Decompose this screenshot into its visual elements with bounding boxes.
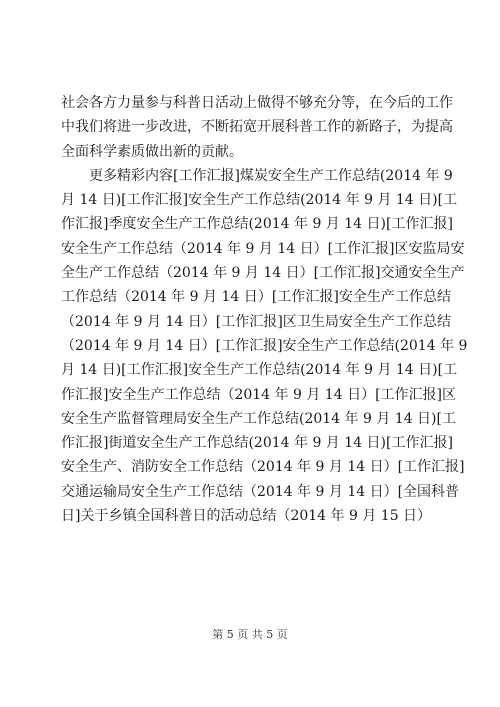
text-line: 安全生产工作总结（2014 年 9 月 14 日）[工作汇报]区安监局安 <box>61 240 465 257</box>
text-line: 工作总结（2014 年 9 月 14 日）[工作汇报]安全生产工作总结 <box>61 289 451 306</box>
text-line: 作汇报]季度安全生产工作总结(2014 年 9 月 14 日)[工作汇报] <box>61 216 453 233</box>
text-line: 全生产工作总结（2014 年 9 月 14 日）[工作汇报]交通安全生产 <box>61 265 465 282</box>
text-line: 中我们将进一步改进，不断拓宽开展科普工作的新路子，为提高 <box>61 119 453 136</box>
text-line: 安全生产、消防安全工作总结（2014 年 9 月 14 日）[工作汇报] <box>61 459 465 476</box>
text-line: 月 14 日)[工作汇报]安全生产工作总结(2014 年 9 月 14 日)[工 <box>61 362 458 379</box>
text-line: 作汇报]街道安全生产工作总结(2014 年 9 月 14 日)[工作汇报] <box>61 435 453 452</box>
text-line: 全面科学素质做出新的贡献。 <box>61 143 243 160</box>
page-footer <box>0 626 500 642</box>
document-body <box>61 91 468 528</box>
paragraph-conclusion <box>61 91 451 164</box>
paragraph-more-content <box>61 164 468 528</box>
text-line: 安全生产监督管理局安全生产工作总结(2014 年 9 月 14 日)[工 <box>61 410 456 427</box>
text-line: （2014 年 9 月 14 日）[工作汇报]区卫生局安全生产工作总结 <box>61 313 451 330</box>
text-line: 社会各方力量参与科普日活动上做得不够充分等，在今后的工作 <box>61 95 453 111</box>
text-line: 作汇报]安全生产工作总结（2014 年 9 月 14 日）[工作汇报]区 <box>61 386 456 403</box>
text-line: 更多精彩内容[工作汇报]煤炭安全生产工作总结(2014 年 9 <box>89 167 453 184</box>
text-line: 日]关于乡镇全国科普日的活动总结（2014 年 9 月 15 日） <box>61 508 432 525</box>
text-line: 月 14 日)[工作汇报]安全生产工作总结(2014 年 9 月 14 日)[工 <box>61 192 458 209</box>
text-line: （2014 年 9 月 14 日）[工作汇报]安全生产工作总结(2014 年 9 <box>61 337 468 354</box>
page-indicator: 第 5 页 共 5 页 <box>212 628 288 641</box>
text-line: 交通运输局安全生产工作总结（2014 年 9 月 14 日）[全国科普 <box>61 483 460 500</box>
